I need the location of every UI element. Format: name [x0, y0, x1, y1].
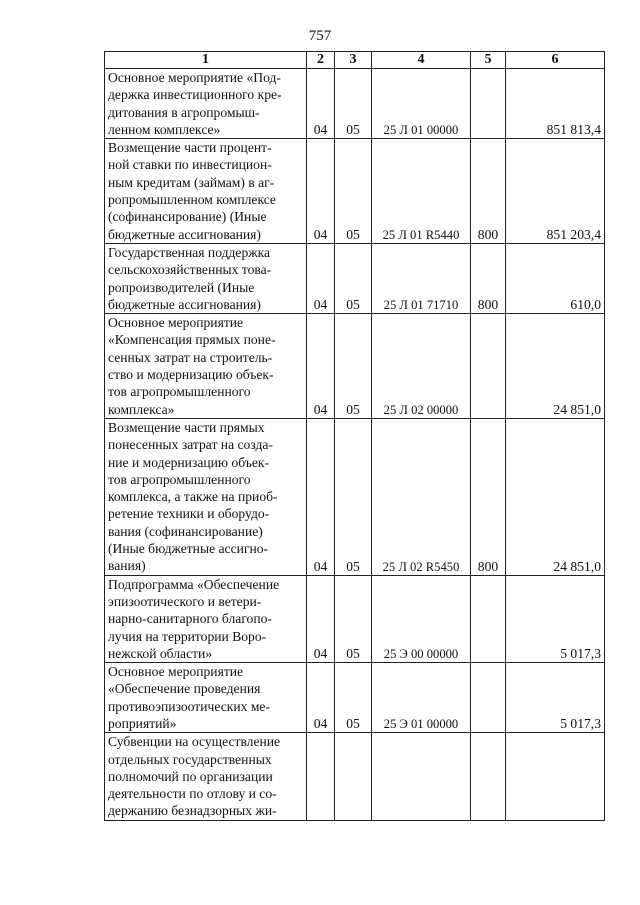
- row-expense-type: [471, 663, 506, 733]
- row-section: [307, 733, 335, 820]
- row-description: Основное мероприятие «Компенсация прямых поне- сенных затрат на строитель- ство и модернизацию объек- тов агропромышленного комплекса»: [105, 314, 307, 419]
- header-col-1: 1: [105, 52, 307, 69]
- row-expense-type: 800: [471, 418, 506, 575]
- row-description: Государственная поддержка сельскохозяйственных това- ропроизводителей (Иные бюджетные ассигнования): [105, 243, 307, 313]
- table-row: [105, 575, 605, 662]
- row-section: 04: [307, 139, 335, 244]
- row-target-article: 25 Л 02 R5450: [372, 418, 471, 575]
- row-section: 04: [307, 69, 335, 139]
- row-target-article: 25 Л 01 00000: [372, 69, 471, 139]
- row-description: Возмещение части прямых понесенных затрат на созда- ние и модернизацию объек- тов агропромышленного комплекса, а также на приоб- ретение техники и оборудо- вания (софинансирование) (Иные бюджетные ассигно- вания): [105, 418, 307, 575]
- page-number: 757: [308, 28, 332, 44]
- row-description: Субвенции на осуществление отдельных государственных полномочий по организации деятельности по отлову и со- держанию безнадзорных жи-: [105, 733, 307, 820]
- row-subsection: 05: [335, 575, 372, 662]
- row-amount: 851 813,4: [506, 69, 605, 139]
- row-section: 04: [307, 314, 335, 419]
- row-section: 04: [307, 575, 335, 662]
- row-section: 04: [307, 418, 335, 575]
- header-col-3: 3: [335, 52, 372, 69]
- row-subsection: 05: [335, 139, 372, 244]
- row-subsection: 05: [335, 314, 372, 419]
- row-description: Подпрограмма «Обеспечение эпизоотического и ветери- нарно-санитарного благопо- лучия на территории Воро- нежской области»: [105, 575, 307, 662]
- row-target-article: 25 Л 01 R5440: [372, 139, 471, 244]
- row-amount: [506, 733, 605, 820]
- table-row: [105, 243, 605, 313]
- header-col-6: 6: [506, 52, 605, 69]
- row-description: Основное мероприятие «Под- держка инвестиционного кре- дитования в агропромыш- ленном комплексе»: [105, 69, 307, 139]
- row-amount: 24 851,0: [506, 314, 605, 419]
- row-expense-type: 800: [471, 243, 506, 313]
- row-section: 04: [307, 663, 335, 733]
- header-col-5: 5: [471, 52, 506, 69]
- table-body: [105, 69, 605, 821]
- row-description: Основное мероприятие «Обеспечение проведения противоэпизоотических ме- роприятий»: [105, 663, 307, 733]
- row-subsection: 05: [335, 69, 372, 139]
- row-amount: 5 017,3: [506, 663, 605, 733]
- row-expense-type: [471, 314, 506, 419]
- row-section: 04: [307, 243, 335, 313]
- table-row: [105, 733, 605, 820]
- row-subsection: 05: [335, 418, 372, 575]
- row-subsection: [335, 733, 372, 820]
- row-amount: 610,0: [506, 243, 605, 313]
- table-row: [105, 418, 605, 575]
- row-description: Возмещение части процент- ной ставки по инвестицион- ным кредитам (займам) в аг- ропромышленном комплексе (софинансирование) (Иные бюджетные ассигнования): [105, 139, 307, 244]
- row-target-article: [372, 733, 471, 820]
- table-row: [105, 139, 605, 244]
- row-target-article: 25 Л 01 71710: [372, 243, 471, 313]
- row-amount: 24 851,0: [506, 418, 605, 575]
- row-target-article: 25 Э 00 00000: [372, 575, 471, 662]
- row-subsection: 05: [335, 663, 372, 733]
- header-col-4: 4: [372, 52, 471, 69]
- row-expense-type: [471, 733, 506, 820]
- row-target-article: 25 Э 01 00000: [372, 663, 471, 733]
- budget-table: [104, 51, 605, 821]
- table-row: [105, 314, 605, 419]
- row-subsection: 05: [335, 243, 372, 313]
- row-expense-type: [471, 69, 506, 139]
- row-amount: 5 017,3: [506, 575, 605, 662]
- header-col-2: 2: [307, 52, 335, 69]
- row-expense-type: 800: [471, 139, 506, 244]
- table-row: [105, 69, 605, 139]
- table-row: [105, 663, 605, 733]
- row-amount: 851 203,4: [506, 139, 605, 244]
- row-expense-type: [471, 575, 506, 662]
- table-header-row: [105, 52, 605, 69]
- row-target-article: 25 Л 02 00000: [372, 314, 471, 419]
